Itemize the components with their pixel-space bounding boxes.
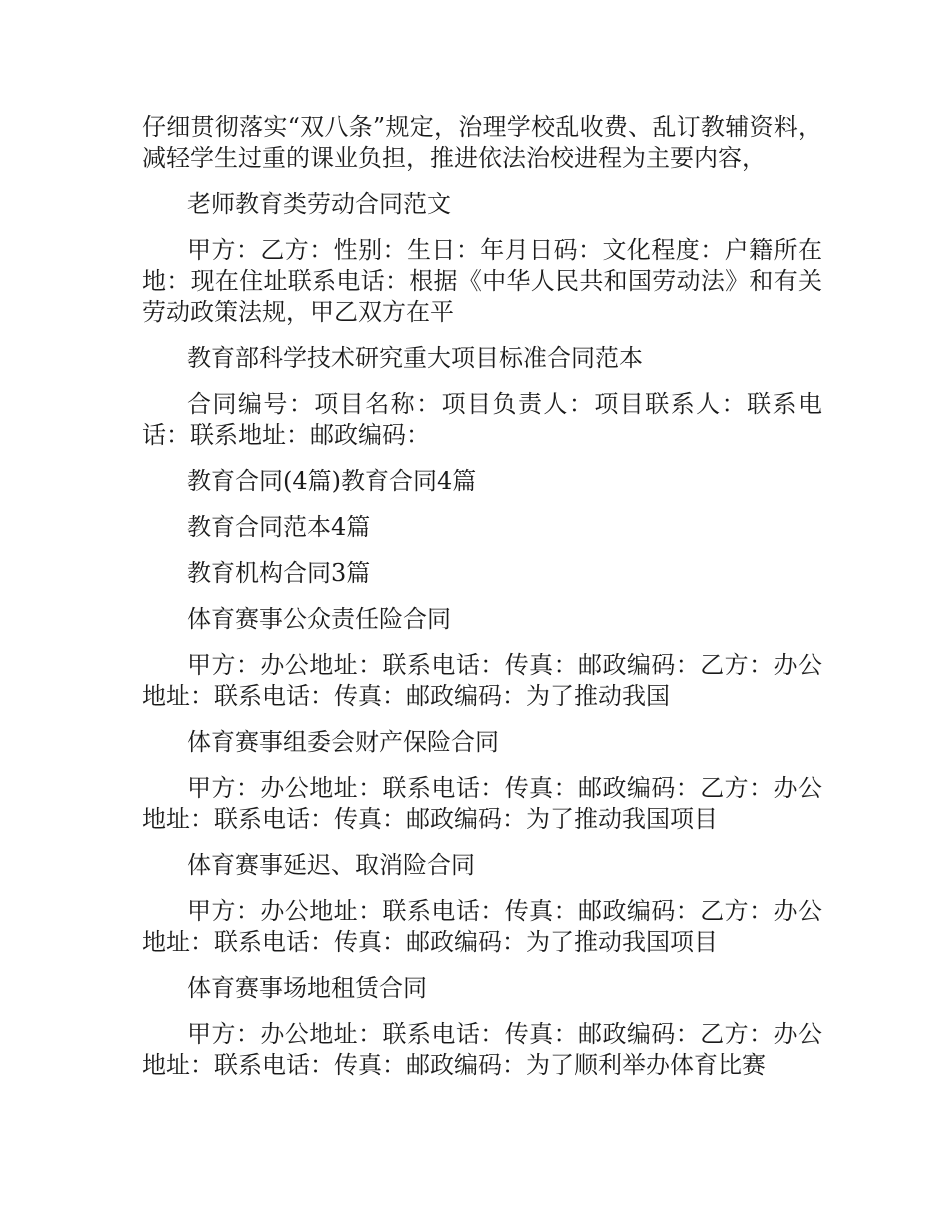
paragraph-property-insurance-contract: 甲方：办公地址：联系电话：传真：邮政编码：乙方：办公地址：联系电话：传真：邮政编码：为了推动我国项目 xyxy=(142,774,822,833)
heading-delay-cancel-contract: 体育赛事延迟、取消险合同 xyxy=(187,851,475,879)
heading-education-contract-template: 教育合同范本4篇 xyxy=(187,513,371,541)
paragraph-teacher-labor-contract: 甲方：乙方：性别：生日：年月日码：文化程度：户籍所在地：现在住址联系电话：根据《中华人民共和国劳动法》和有关劳动政策法规，甲乙双方在平 xyxy=(142,236,822,326)
heading-education-contract-4: 教育合同(4篇)教育合同4篇 xyxy=(187,467,477,495)
paragraph-delay-cancel-contract: 甲方：办公地址：联系电话：传真：邮政编码：乙方：办公地址：联系电话：传真：邮政编码：为了推动我国项目 xyxy=(142,897,822,956)
heading-public-liability-contract: 体育赛事公众责任险合同 xyxy=(187,605,451,633)
paragraph-intro-continuation: 仔细贯彻落实“双八条”规定，治理学校乱收费、乱订教辅资料，减轻学生过重的课业负担，推进依法治校进程为主要内容， xyxy=(142,113,822,172)
paragraph-public-liability-contract: 甲方：办公地址：联系电话：传真：邮政编码：乙方：办公地址：联系电话：传真：邮政编码：为了推动我国 xyxy=(142,651,822,710)
heading-teacher-labor-contract: 老师教育类劳动合同范文 xyxy=(187,190,451,218)
paragraph-venue-lease-contract: 甲方：办公地址：联系电话：传真：邮政编码：乙方：办公地址：联系电话：传真：邮政编码：为了顺利举办体育比赛 xyxy=(142,1020,822,1079)
heading-moe-research-contract: 教育部科学技术研究重大项目标准合同范本 xyxy=(187,344,643,372)
document-body xyxy=(142,112,822,1096)
paragraph-moe-research-contract: 合同编号：项目名称：项目负责人：项目联系人：联系电话：联系地址：邮政编码： xyxy=(142,390,822,449)
heading-property-insurance-contract: 体育赛事组委会财产保险合同 xyxy=(187,728,499,756)
heading-venue-lease-contract: 体育赛事场地租赁合同 xyxy=(187,974,427,1002)
heading-education-institution-contract: 教育机构合同3篇 xyxy=(187,559,371,587)
